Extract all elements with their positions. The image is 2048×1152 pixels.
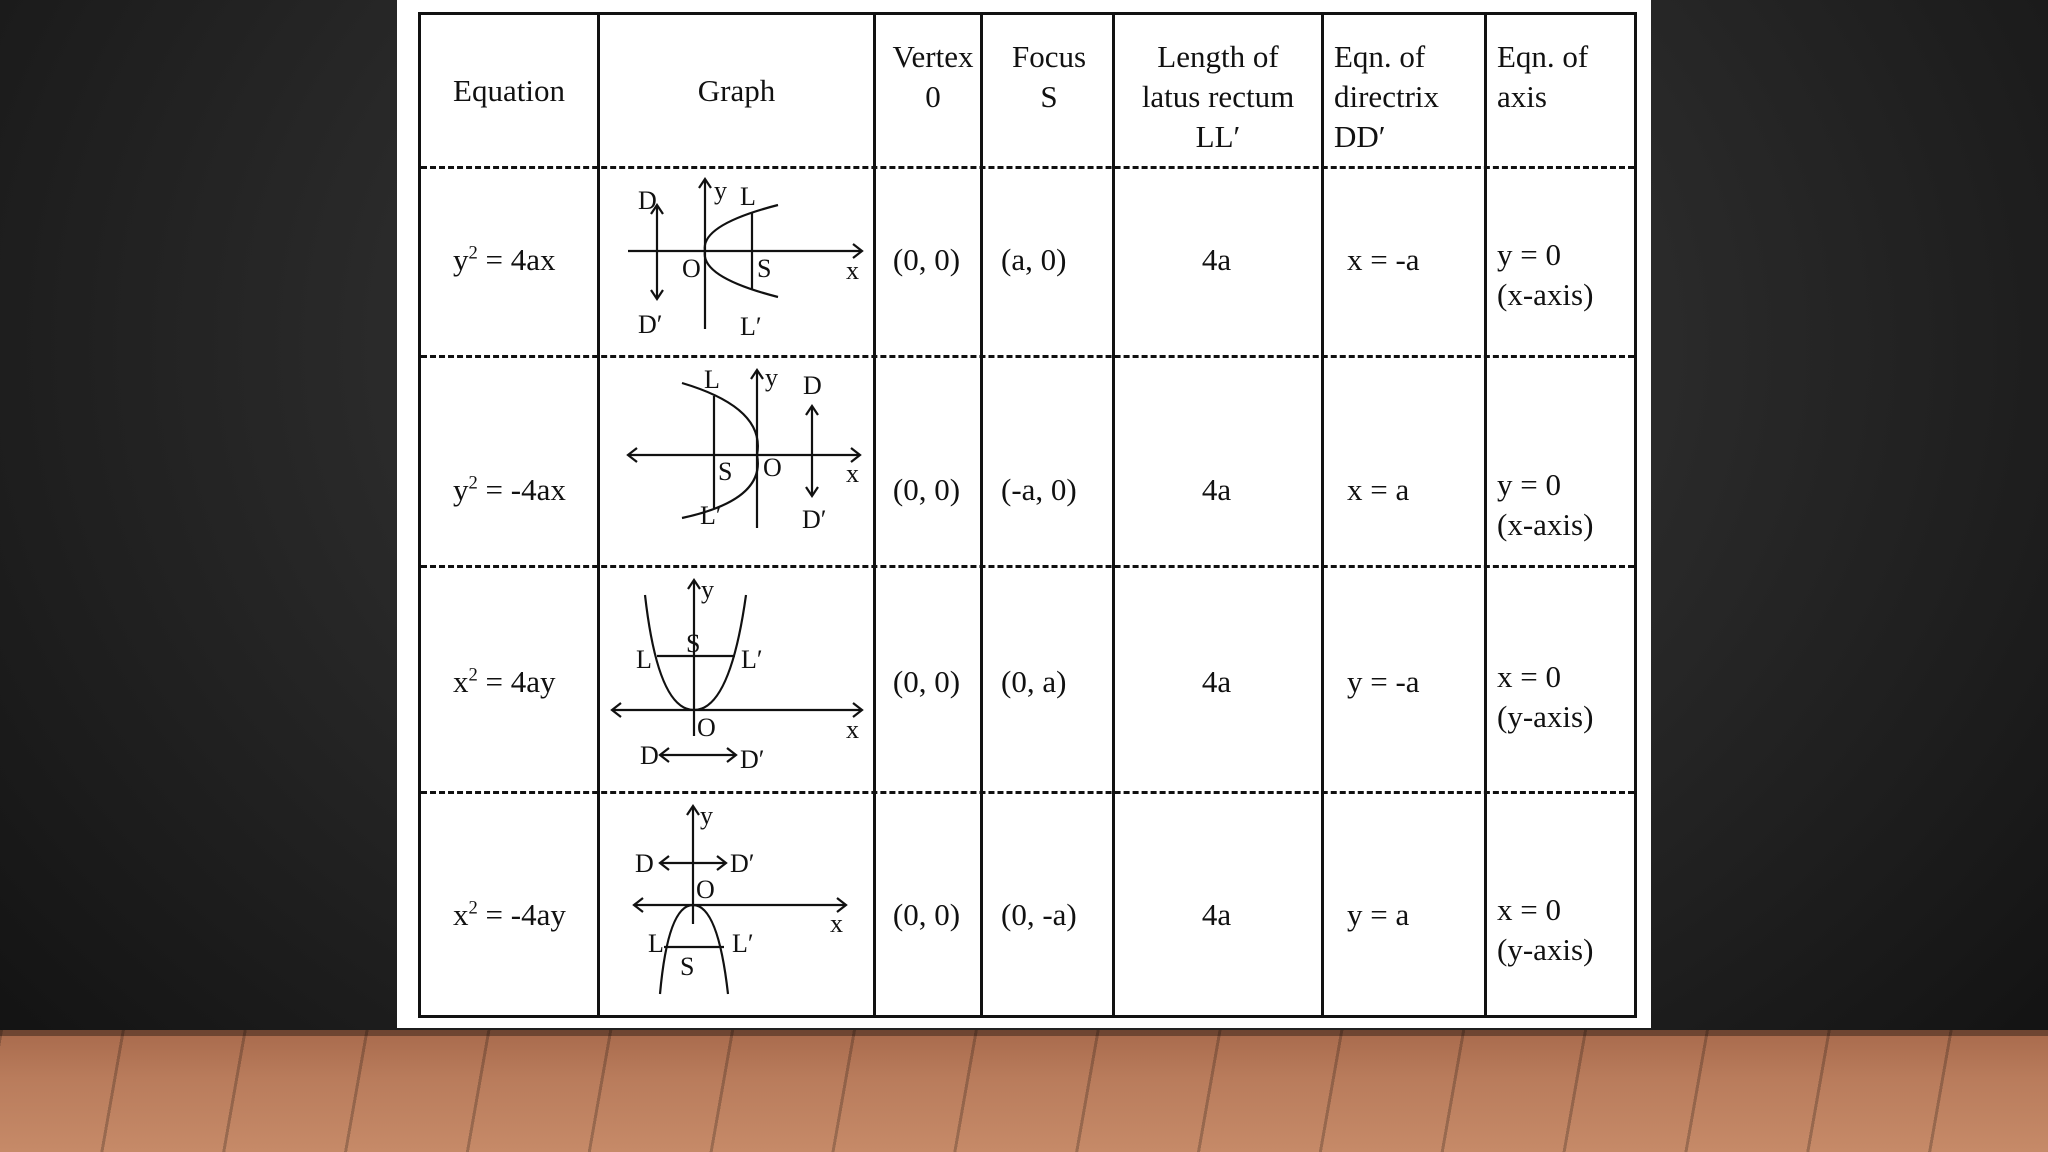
column-divider: [980, 15, 983, 1015]
label-origin: O: [697, 713, 716, 742]
row4-equation-text: $x^2 = -4ay$: [453, 897, 566, 932]
label-x-axis: x: [830, 909, 843, 938]
label-directrix-d-prime: D′: [730, 849, 755, 878]
header-axis-line1: Eqn. of: [1497, 39, 1589, 74]
header-directrix-line1: Eqn. of: [1334, 39, 1426, 74]
row2-latus: [1112, 465, 1321, 515]
label-x-axis: x: [846, 256, 859, 285]
label-directrix-d-prime: D′: [802, 505, 827, 534]
header-vertex: [883, 37, 983, 123]
row3-latus-text: 4a: [1201, 664, 1232, 699]
row3-vertex: [873, 657, 980, 707]
row3-focus: [1001, 657, 1112, 707]
header-directrix-line2: directrix: [1334, 79, 1440, 114]
row2-directrix: [1347, 465, 1484, 515]
row3-vertex-text: (0, 0): [892, 664, 961, 699]
row1-vertex-text: (0, 0): [892, 242, 961, 277]
header-latus-line3: LL′: [1195, 119, 1241, 154]
row1-focus-text: (a, 0): [1001, 242, 1067, 277]
column-divider: [1321, 15, 1324, 1015]
row3-axis: [1497, 657, 1637, 747]
label-focus-s: S: [718, 457, 733, 486]
row4-equation: [453, 890, 597, 940]
row2-equation-text: $y^2 = -4ax$: [453, 472, 566, 507]
row1-focus: [1001, 235, 1112, 285]
label-l: L: [636, 645, 652, 674]
header-focus-line2: S: [1040, 79, 1058, 114]
header-axis-line2: axis: [1497, 79, 1547, 114]
slide-panel: [397, 0, 1651, 1028]
row4-focus: [1001, 890, 1112, 940]
header-focus: [983, 37, 1115, 123]
row4-vertex-text: (0, 0): [892, 897, 961, 932]
column-divider: [1112, 15, 1115, 1015]
row2-directrix-text: x = a: [1347, 472, 1410, 507]
row4-directrix-text: y = a: [1347, 897, 1410, 932]
label-l: L: [740, 182, 756, 211]
row4-axis: [1497, 890, 1637, 980]
row4-axis-line1: x = 0: [1497, 892, 1561, 927]
label-x-axis: x: [846, 459, 859, 488]
row3-latus: [1112, 657, 1321, 707]
header-graph-text: Graph: [697, 72, 776, 108]
row3-focus-text: (0, a): [1001, 664, 1067, 699]
row2-axis-line2: (x-axis): [1497, 507, 1594, 542]
header-focus-line1: Focus: [1011, 39, 1087, 74]
header-vertex-line2: 0: [925, 79, 941, 114]
header-equation-text: Equation: [453, 72, 565, 108]
label-focus-s: S: [686, 629, 701, 658]
row2-vertex: [873, 465, 980, 515]
row4-graph: [600, 794, 873, 1018]
row1-equation-text: $y^2 = 4ax$: [453, 242, 556, 277]
header-axis: [1497, 37, 1637, 123]
label-l-prime: L′: [700, 501, 722, 530]
row3-directrix: [1347, 657, 1484, 707]
label-l-prime: L′: [741, 645, 763, 674]
label-focus-s: S: [757, 254, 772, 283]
header-graph: [600, 15, 873, 166]
row3-axis-line1: x = 0: [1497, 659, 1561, 694]
label-origin: O: [696, 875, 715, 904]
row1-axis: [1497, 235, 1637, 325]
row2-axis: [1497, 465, 1637, 555]
header-latus-line2: latus rectum: [1141, 79, 1295, 114]
column-divider: [1484, 15, 1487, 1015]
label-origin: O: [763, 453, 782, 482]
label-l-prime: L′: [732, 929, 754, 958]
row3-equation-text: $x^2 = 4ay$: [453, 664, 556, 699]
header-directrix: [1334, 37, 1484, 163]
label-y-axis: y: [701, 575, 714, 604]
header-directrix-line3: DD′: [1334, 119, 1386, 154]
row2-focus: [1001, 465, 1112, 515]
row1-directrix: [1347, 235, 1484, 285]
header-latus-line1: Length of: [1157, 39, 1279, 74]
label-l: L: [648, 929, 664, 958]
row3-directrix-text: y = -a: [1347, 664, 1420, 699]
label-origin: O: [682, 254, 701, 283]
row1-axis-line2: (x-axis): [1497, 277, 1594, 312]
row1-latus: [1112, 235, 1321, 285]
label-l-prime: L′: [740, 312, 762, 341]
wooden-floor: [0, 1030, 2048, 1152]
row4-axis-line2: (y-axis): [1497, 932, 1594, 967]
row3-graph: [600, 568, 873, 791]
row1-equation: [453, 235, 597, 285]
column-divider: [873, 15, 876, 1015]
row2-axis-line1: y = 0: [1497, 467, 1561, 502]
row2-latus-text: 4a: [1201, 472, 1232, 507]
row4-latus: [1112, 890, 1321, 940]
row2-graph: [600, 358, 873, 565]
row4-latus-text: 4a: [1201, 897, 1232, 932]
row1-vertex: [873, 235, 980, 285]
row3-equation: [453, 657, 597, 707]
label-y-axis: y: [714, 176, 727, 205]
label-directrix-d: D: [635, 849, 654, 878]
label-focus-s: S: [680, 952, 695, 981]
label-directrix-d: D: [638, 186, 657, 215]
label-directrix-d: D: [803, 371, 822, 400]
row4-vertex: [873, 890, 980, 940]
header-vertex-line1: Vertex: [892, 39, 974, 74]
row4-directrix: [1347, 890, 1484, 940]
parabola-table: [418, 12, 1637, 1018]
row3-axis-line2: (y-axis): [1497, 699, 1594, 734]
row1-graph: [600, 169, 873, 355]
header-equation: [421, 15, 597, 166]
header-latus-rectum: [1115, 37, 1321, 163]
label-y-axis: y: [700, 801, 713, 830]
label-x-axis: x: [846, 715, 859, 744]
row2-focus-text: (-a, 0): [1001, 472, 1077, 507]
row4-focus-text: (0, -a): [1001, 897, 1077, 932]
label-y-axis: y: [765, 363, 778, 392]
label-directrix-d-prime: D′: [638, 310, 663, 339]
row1-directrix-text: x = -a: [1347, 242, 1420, 277]
label-l: L: [704, 365, 720, 394]
label-directrix-d-prime: D′: [740, 745, 765, 774]
row2-vertex-text: (0, 0): [892, 472, 961, 507]
row1-axis-line1: y = 0: [1497, 237, 1561, 272]
row1-latus-text: 4a: [1201, 242, 1232, 277]
label-directrix-d: D: [640, 741, 659, 770]
row2-equation: [453, 465, 597, 515]
